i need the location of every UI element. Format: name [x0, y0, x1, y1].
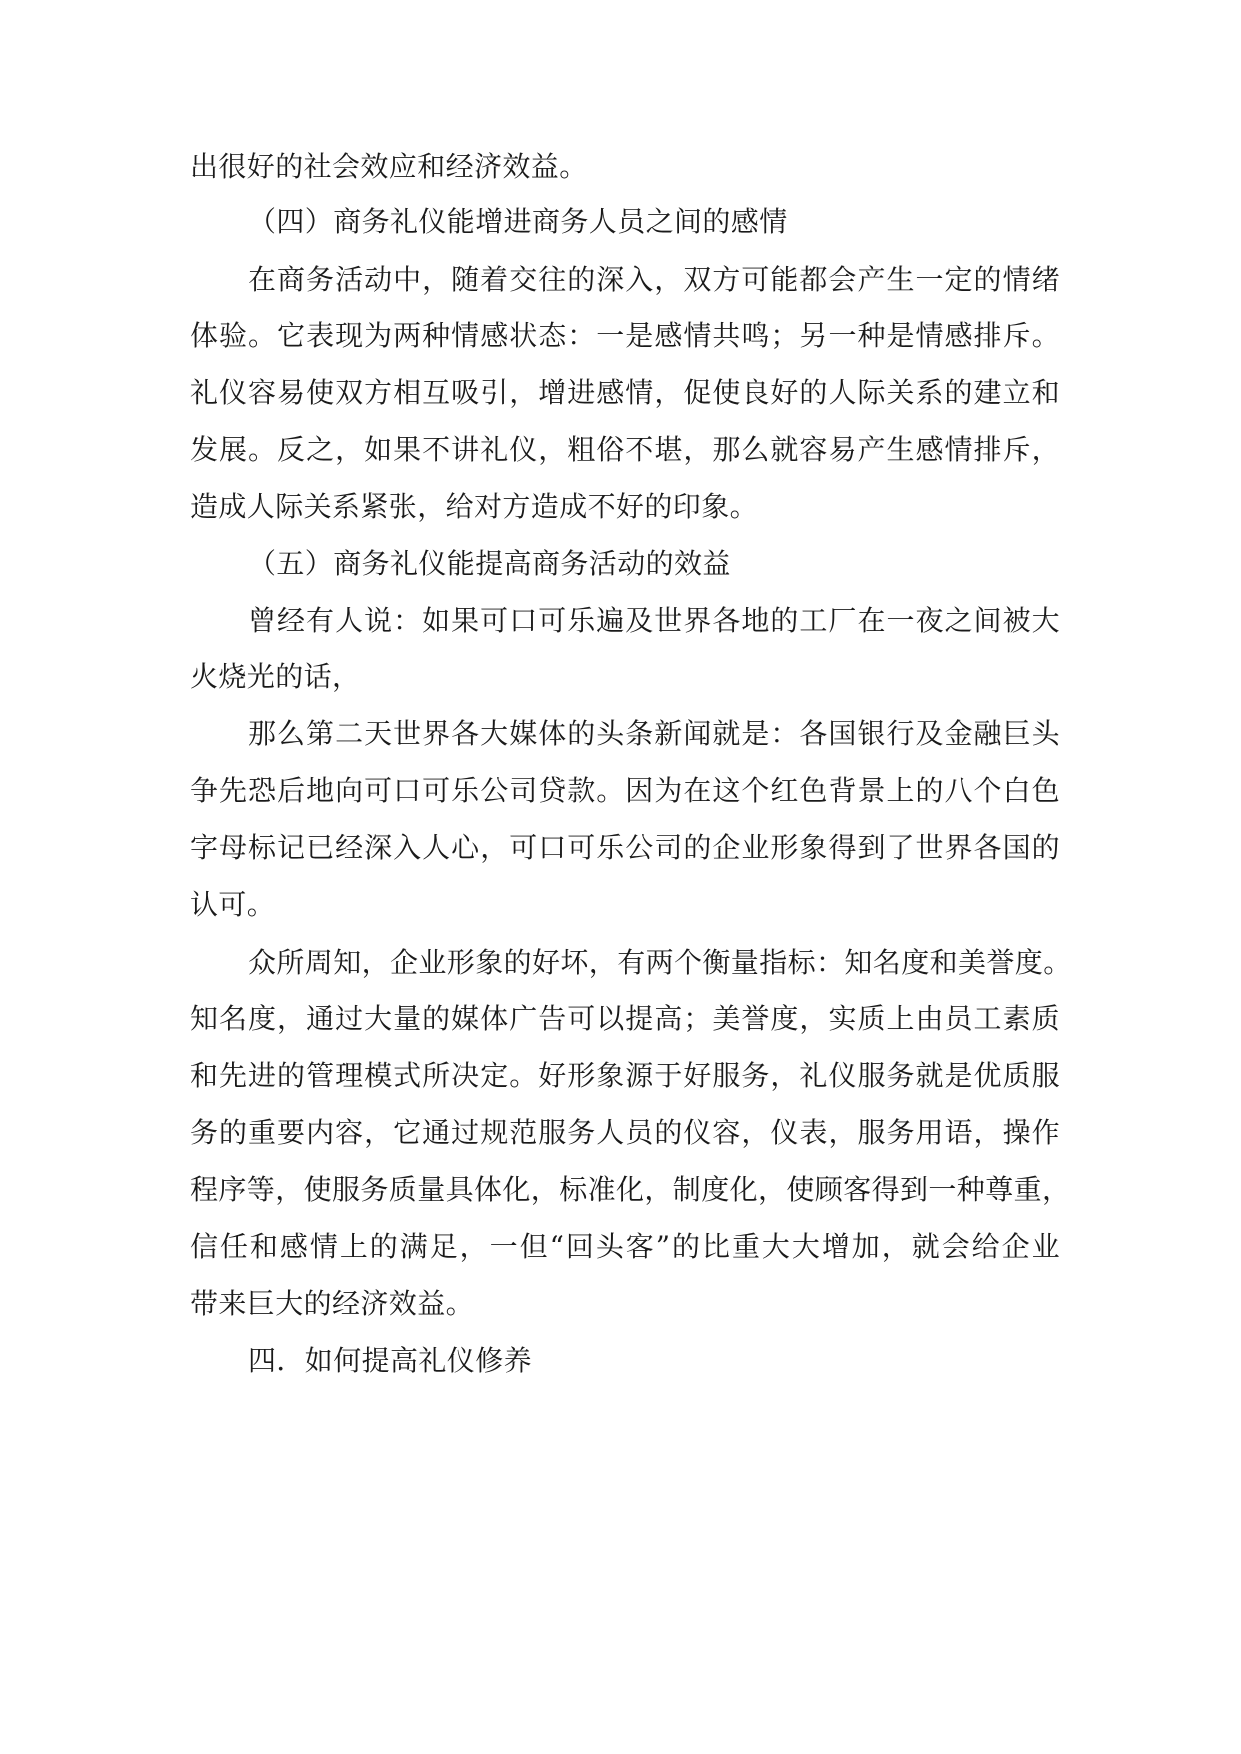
text-line: 火烧光的话，	[190, 660, 361, 693]
text-line: 程序等，使服务质量具体化，标准化，制度化，使顾客得到一种尊重，	[190, 1173, 1071, 1206]
text-line: 争先恐后地向可口可乐公司贷款。因为在这个红色背景上的八个白色	[190, 774, 1060, 807]
text-line: 务的重要内容，它通过规范服务人员的仪容，仪表，服务用语，操作	[190, 1116, 1060, 1149]
text-line: 那么第二天世界各大媒体的头条新闻就是：各国银行及金融巨头	[248, 717, 1060, 750]
text-line: 曾经有人说：如果可口可乐遍及世界各地的工厂在一夜之间被大	[248, 604, 1060, 637]
text-line: 信任和感情上的满足，一但“回头客”的比重大大增加，就会给企业	[190, 1230, 1060, 1263]
text-line: 造成人际关系紧张，给对方造成不好的印象。	[190, 490, 759, 523]
section-heading: （五）商务礼仪能提高商务活动的效益	[248, 547, 731, 580]
text-line: 和先进的管理模式所决定。好形象源于好服务，礼仪服务就是优质服	[190, 1059, 1060, 1092]
text-line: 在商务活动中，随着交往的深入，双方可能都会产生一定的情绪	[248, 263, 1060, 296]
text-line: 认可。	[190, 888, 276, 921]
text-line: 出很好的社会效应和经济效益。	[190, 150, 588, 183]
section-heading: （四）商务礼仪能增进商务人员之间的感情	[248, 205, 788, 238]
text-line: 知名度，通过大量的媒体广告可以提高；美誉度，实质上由员工素质	[190, 1002, 1060, 1035]
text-line: 发展。反之，如果不讲礼仪，粗俗不堪，那么就容易产生感情排斥，	[190, 433, 1060, 466]
text-line: 礼仪容易使双方相互吸引，增进感情，促使良好的人际关系的建立和	[190, 376, 1060, 409]
text-line: 体验。它表现为两种情感状态：一是感情共鸣；另一种是情感排斥。	[190, 319, 1060, 352]
text-line: 众所周知，企业形象的好坏，有两个衡量指标：知名度和美誉度。	[248, 946, 1072, 979]
section-heading: 四．如何提高礼仪修养	[248, 1344, 533, 1377]
text-line: 带来巨大的经济效益。	[190, 1287, 475, 1320]
text-line: 字母标记已经深入人心，可口可乐公司的企业形象得到了世界各国的	[190, 831, 1060, 864]
